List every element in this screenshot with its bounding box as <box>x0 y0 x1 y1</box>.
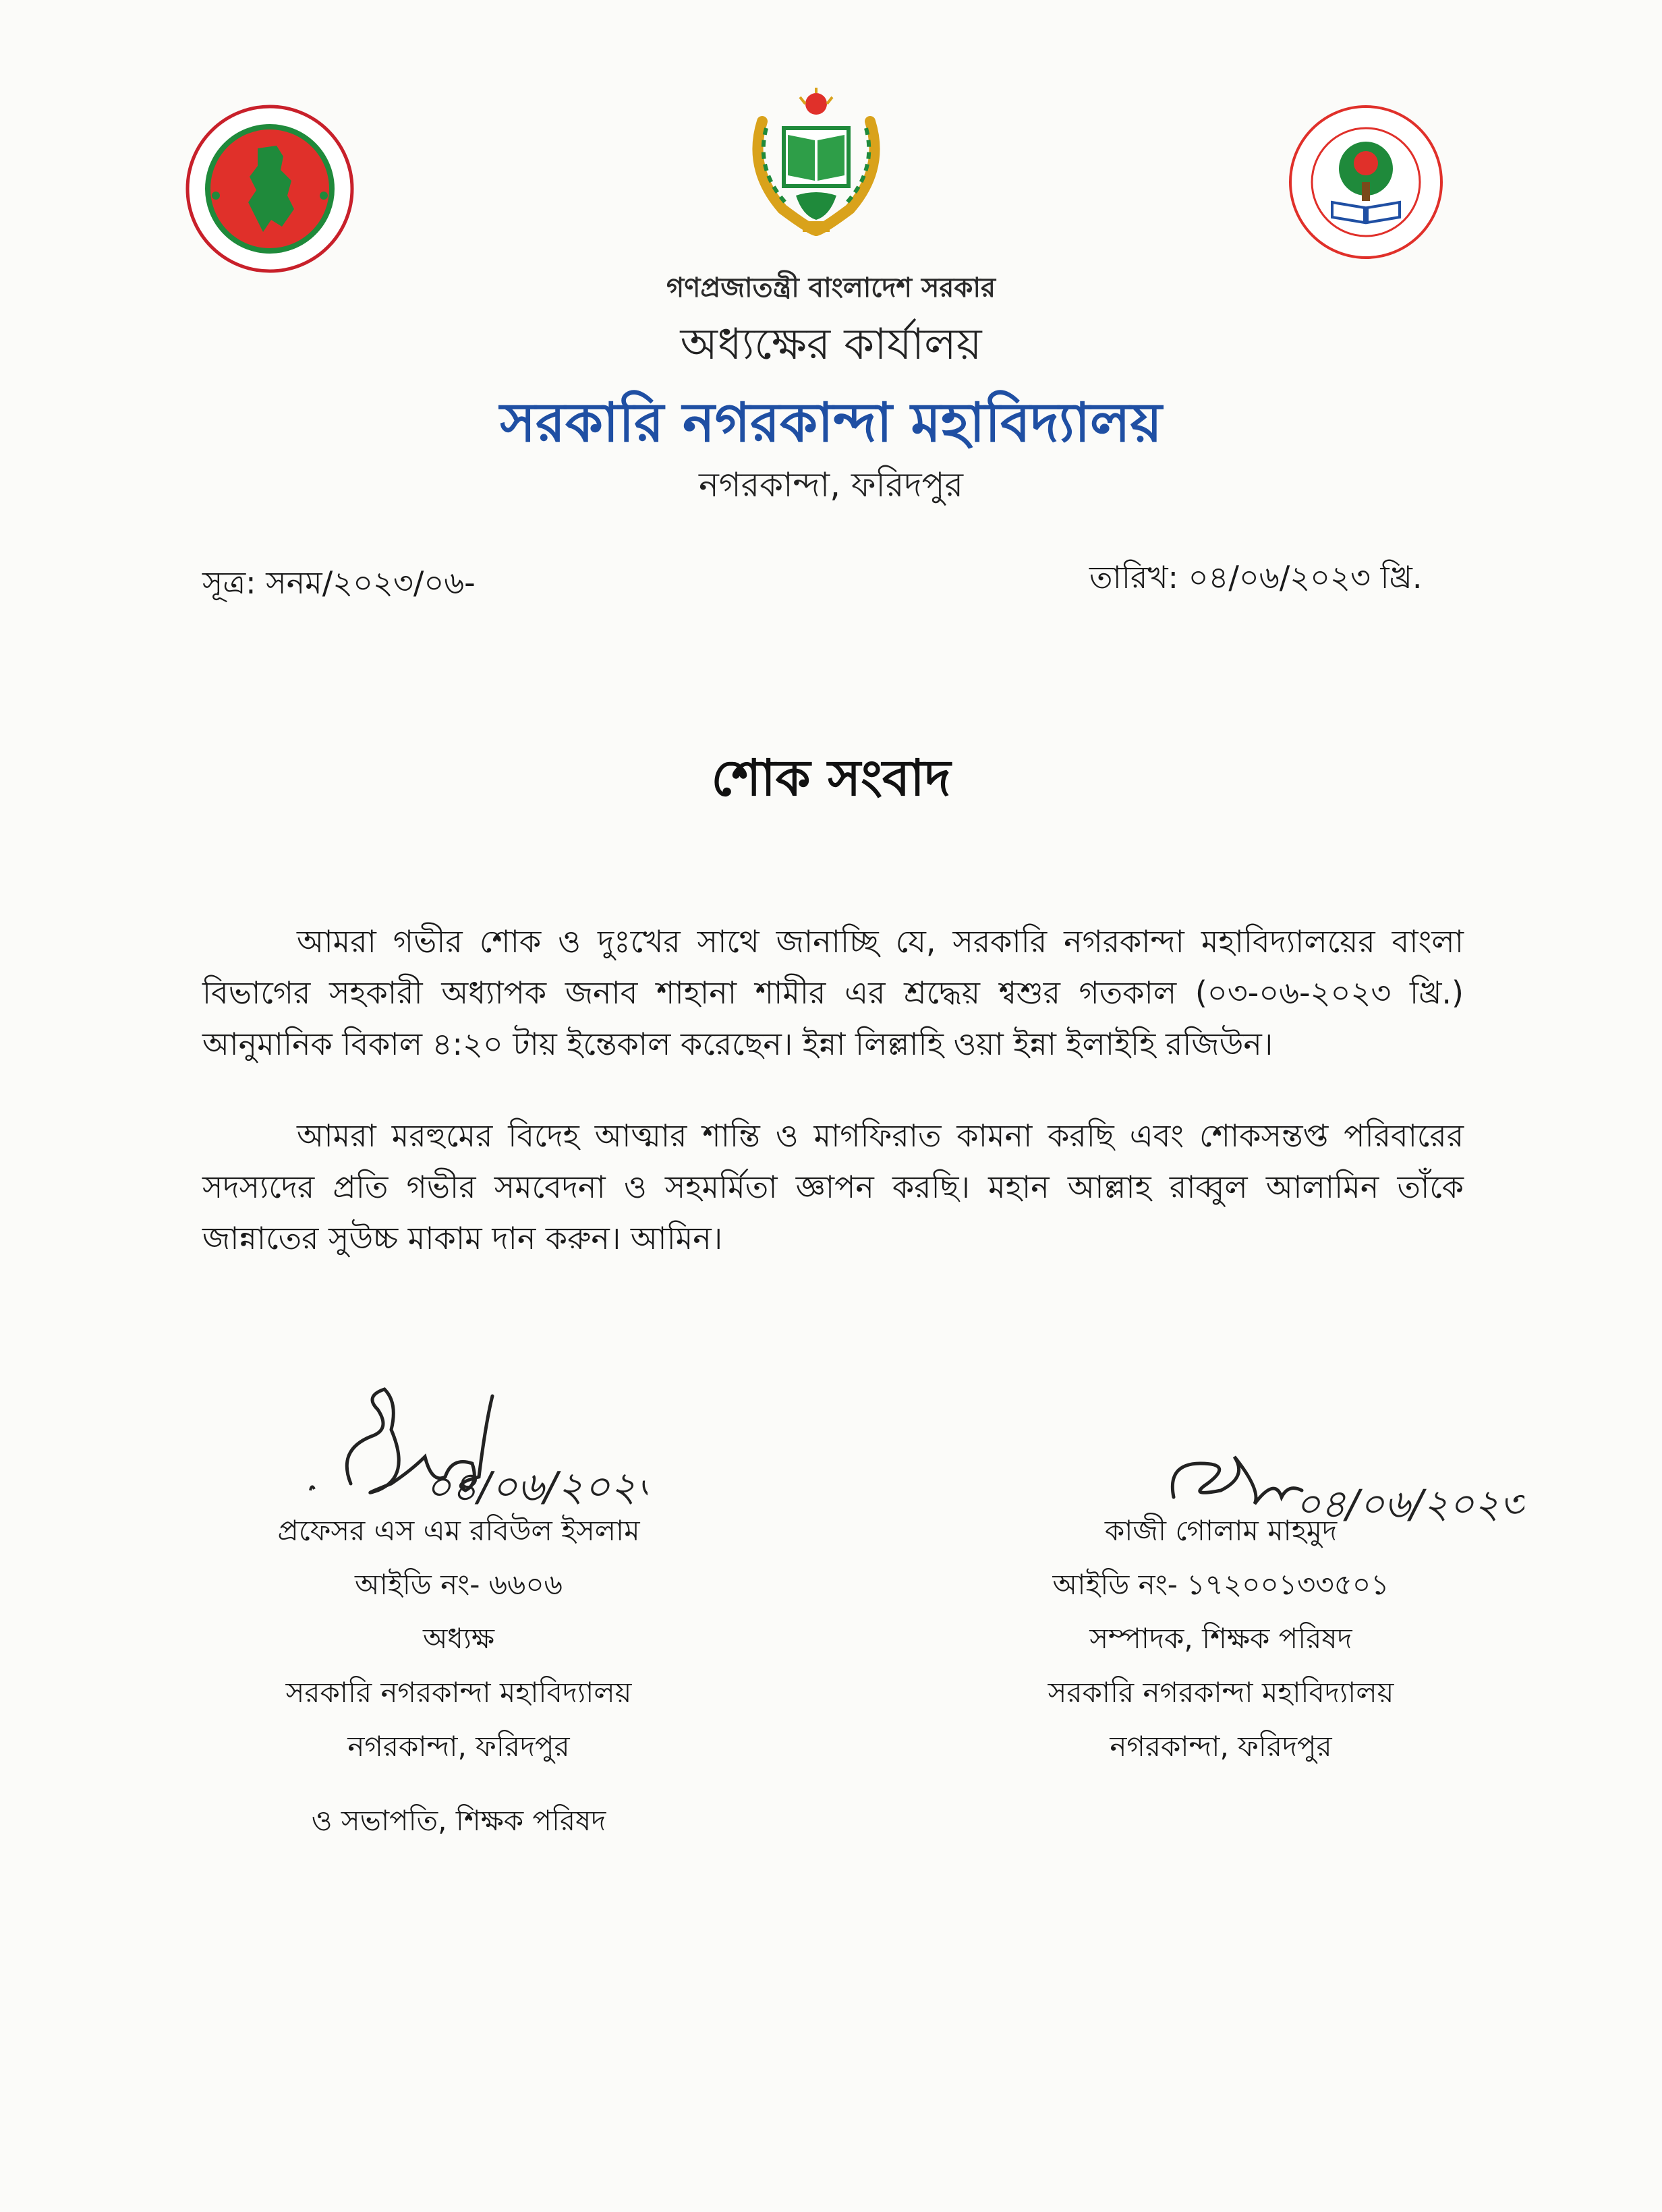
college-emblem-logo <box>735 88 897 243</box>
secretary-name: কাজী গোলাম মাহমুদ <box>1104 1514 1338 1547</box>
principal-signature <box>297 1382 648 1517</box>
signatory-principal <box>256 1504 661 1848</box>
principal-college: সরকারি নগরকান্দা মহাবিদ্যালয় <box>285 1676 632 1709</box>
college-address: নগরকান্দা, ফরিদপুর <box>698 465 964 504</box>
principal-signature-date: ০৪/০৬/২০২৩ <box>425 1463 648 1511</box>
principal-id: আইডি নং- ৬৬০৬ <box>354 1568 563 1601</box>
issue-date: তারিখ: ০৪/০৬/২০২৩ খ্রি. <box>1089 559 1423 595</box>
reference-number: সূত্র: সনম/২০২৩/০৬- <box>202 564 476 601</box>
secretary-signature-date: ০৪/০৬/২০২৩ <box>1295 1481 1524 1527</box>
office-heading: অধ্যক্ষের কার্যালয় <box>680 320 982 370</box>
body-paragraph-2: আমরা মরহুমের বিদেহ আত্মার শান্তি ও মাগফিরাত কামনা করছি এবং শোকসন্তপ্ত পরিবারের সদস্যদের প্রতি গভীর সমবেদনা ও সহমর্মিতা জ্ঞাপন করছি। মহান আল্লাহ রাব্বুল আলামিন তাঁকে জান্নাতের সুউচ্চ মাকাম দান করুন। আমিন। <box>202 1117 1464 1256</box>
signatory-secretary <box>992 1504 1450 1774</box>
principal-address: নগরকান্দা, ফরিদপুর <box>347 1730 570 1763</box>
secretary-address: নগরকান্দা, ফরিদপুর <box>1110 1730 1332 1763</box>
government-heading: গণপ্রজাতন্ত্রী বাংলাদেশ সরকার <box>666 272 996 303</box>
secretary-college: সরকারি নগরকান্দা মহাবিদ্যালয় <box>1048 1676 1394 1709</box>
body-paragraph-1: আমরা গভীর শোক ও দুঃখের সাথে জানাচ্ছি যে, সরকারি নগরকান্দা মহাবিদ্যালয়ের বাংলা বিভাগের সহকারী অধ্যাপক জনাব শাহানা শামীর এর শ্রদ্ধেয় শ্বশুর গতকাল (০৩-০৬-২০২৩ খ্রি.) আনুমানিক বিকাল ৪:২০ টায় ইন্তেকাল করেছেন। ইন্না লিল্লাহি ওয়া ইন্না ইলাইহি রজিউন। <box>202 923 1464 1062</box>
college-name-heading: সরকারি নগরকান্দা মহাবিদ্যালয় <box>500 391 1162 454</box>
principal-name: প্রফেসর এস এম রবিউল ইসলাম <box>277 1514 640 1547</box>
secretary-id: আইডি নং- ১৭২০০১৩৩৫০১ <box>1052 1568 1389 1601</box>
secretary-designation: সম্পাদক, শিক্ষক পরিষদ <box>1089 1622 1352 1655</box>
notice-title: শোক সংবাদ <box>711 749 951 807</box>
government-seal-logo <box>182 101 357 276</box>
principal-additional-role: ও সভাপতি, শিক্ষক পরিষদ <box>311 1804 606 1837</box>
principal-designation: অধ্যক্ষ <box>422 1622 495 1655</box>
education-campaign-logo <box>1285 101 1447 263</box>
